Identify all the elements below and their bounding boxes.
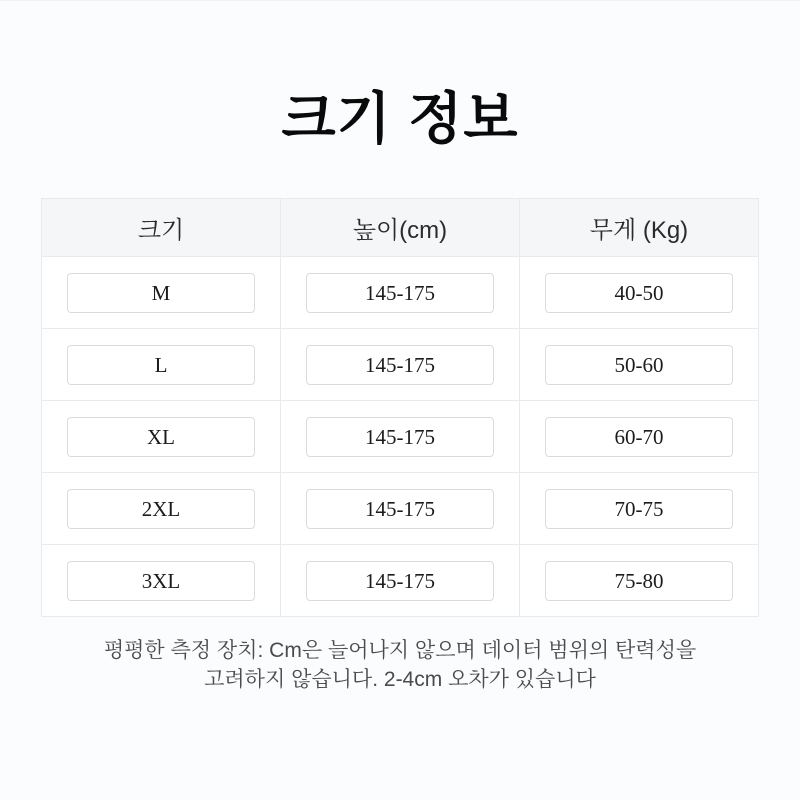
height-cell: [281, 401, 520, 473]
height-value-box: 145-175: [306, 273, 494, 313]
weight-cell: [520, 257, 759, 329]
table-row: [42, 329, 759, 401]
footnote-line2: 고려하지 않습니다. 2-4cm 오차가 있습니다: [204, 668, 596, 692]
height-value-box: 145-175: [306, 345, 494, 385]
height-cell: [281, 329, 520, 401]
footnote-line1: 평평한 측정 장치: Cm은 늘어나지 않으며 데이터 범위의 탄력성을: [103, 639, 697, 663]
size-cell: [42, 401, 281, 473]
height-value-box: 145-175: [306, 489, 494, 529]
table-row: [42, 545, 759, 617]
footnote: [0, 637, 800, 695]
header-row: [42, 199, 759, 257]
header-weight: 무게 (Kg): [520, 199, 759, 257]
size-cell: [42, 329, 281, 401]
size-value-box: M: [67, 273, 255, 313]
weight-value-box: 60-70: [545, 417, 733, 457]
weight-cell: [520, 401, 759, 473]
top-divider: [0, 0, 800, 1]
table-row: [42, 401, 759, 473]
size-value-box: 3XL: [67, 561, 255, 601]
weight-value-box: 75-80: [545, 561, 733, 601]
size-value-box: 2XL: [67, 489, 255, 529]
weight-value-box: 40-50: [545, 273, 733, 313]
size-info-page: [0, 85, 800, 695]
height-value-box: 145-175: [306, 417, 494, 457]
size-chart-table: [41, 198, 759, 617]
height-value-box: 145-175: [306, 561, 494, 601]
size-cell: [42, 545, 281, 617]
header-height: 높이(cm): [281, 199, 520, 257]
size-cell: [42, 257, 281, 329]
page-title: 크기 정보: [281, 87, 519, 150]
size-value-box: XL: [67, 417, 255, 457]
size-value-box: L: [67, 345, 255, 385]
size-cell: [42, 473, 281, 545]
table-row: [42, 473, 759, 545]
weight-value-box: 70-75: [545, 489, 733, 529]
weight-value-box: 50-60: [545, 345, 733, 385]
weight-cell: [520, 545, 759, 617]
weight-cell: [520, 329, 759, 401]
height-cell: [281, 545, 520, 617]
height-cell: [281, 473, 520, 545]
table-row: [42, 257, 759, 329]
weight-cell: [520, 473, 759, 545]
header-size: 크기: [42, 199, 281, 257]
height-cell: [281, 257, 520, 329]
